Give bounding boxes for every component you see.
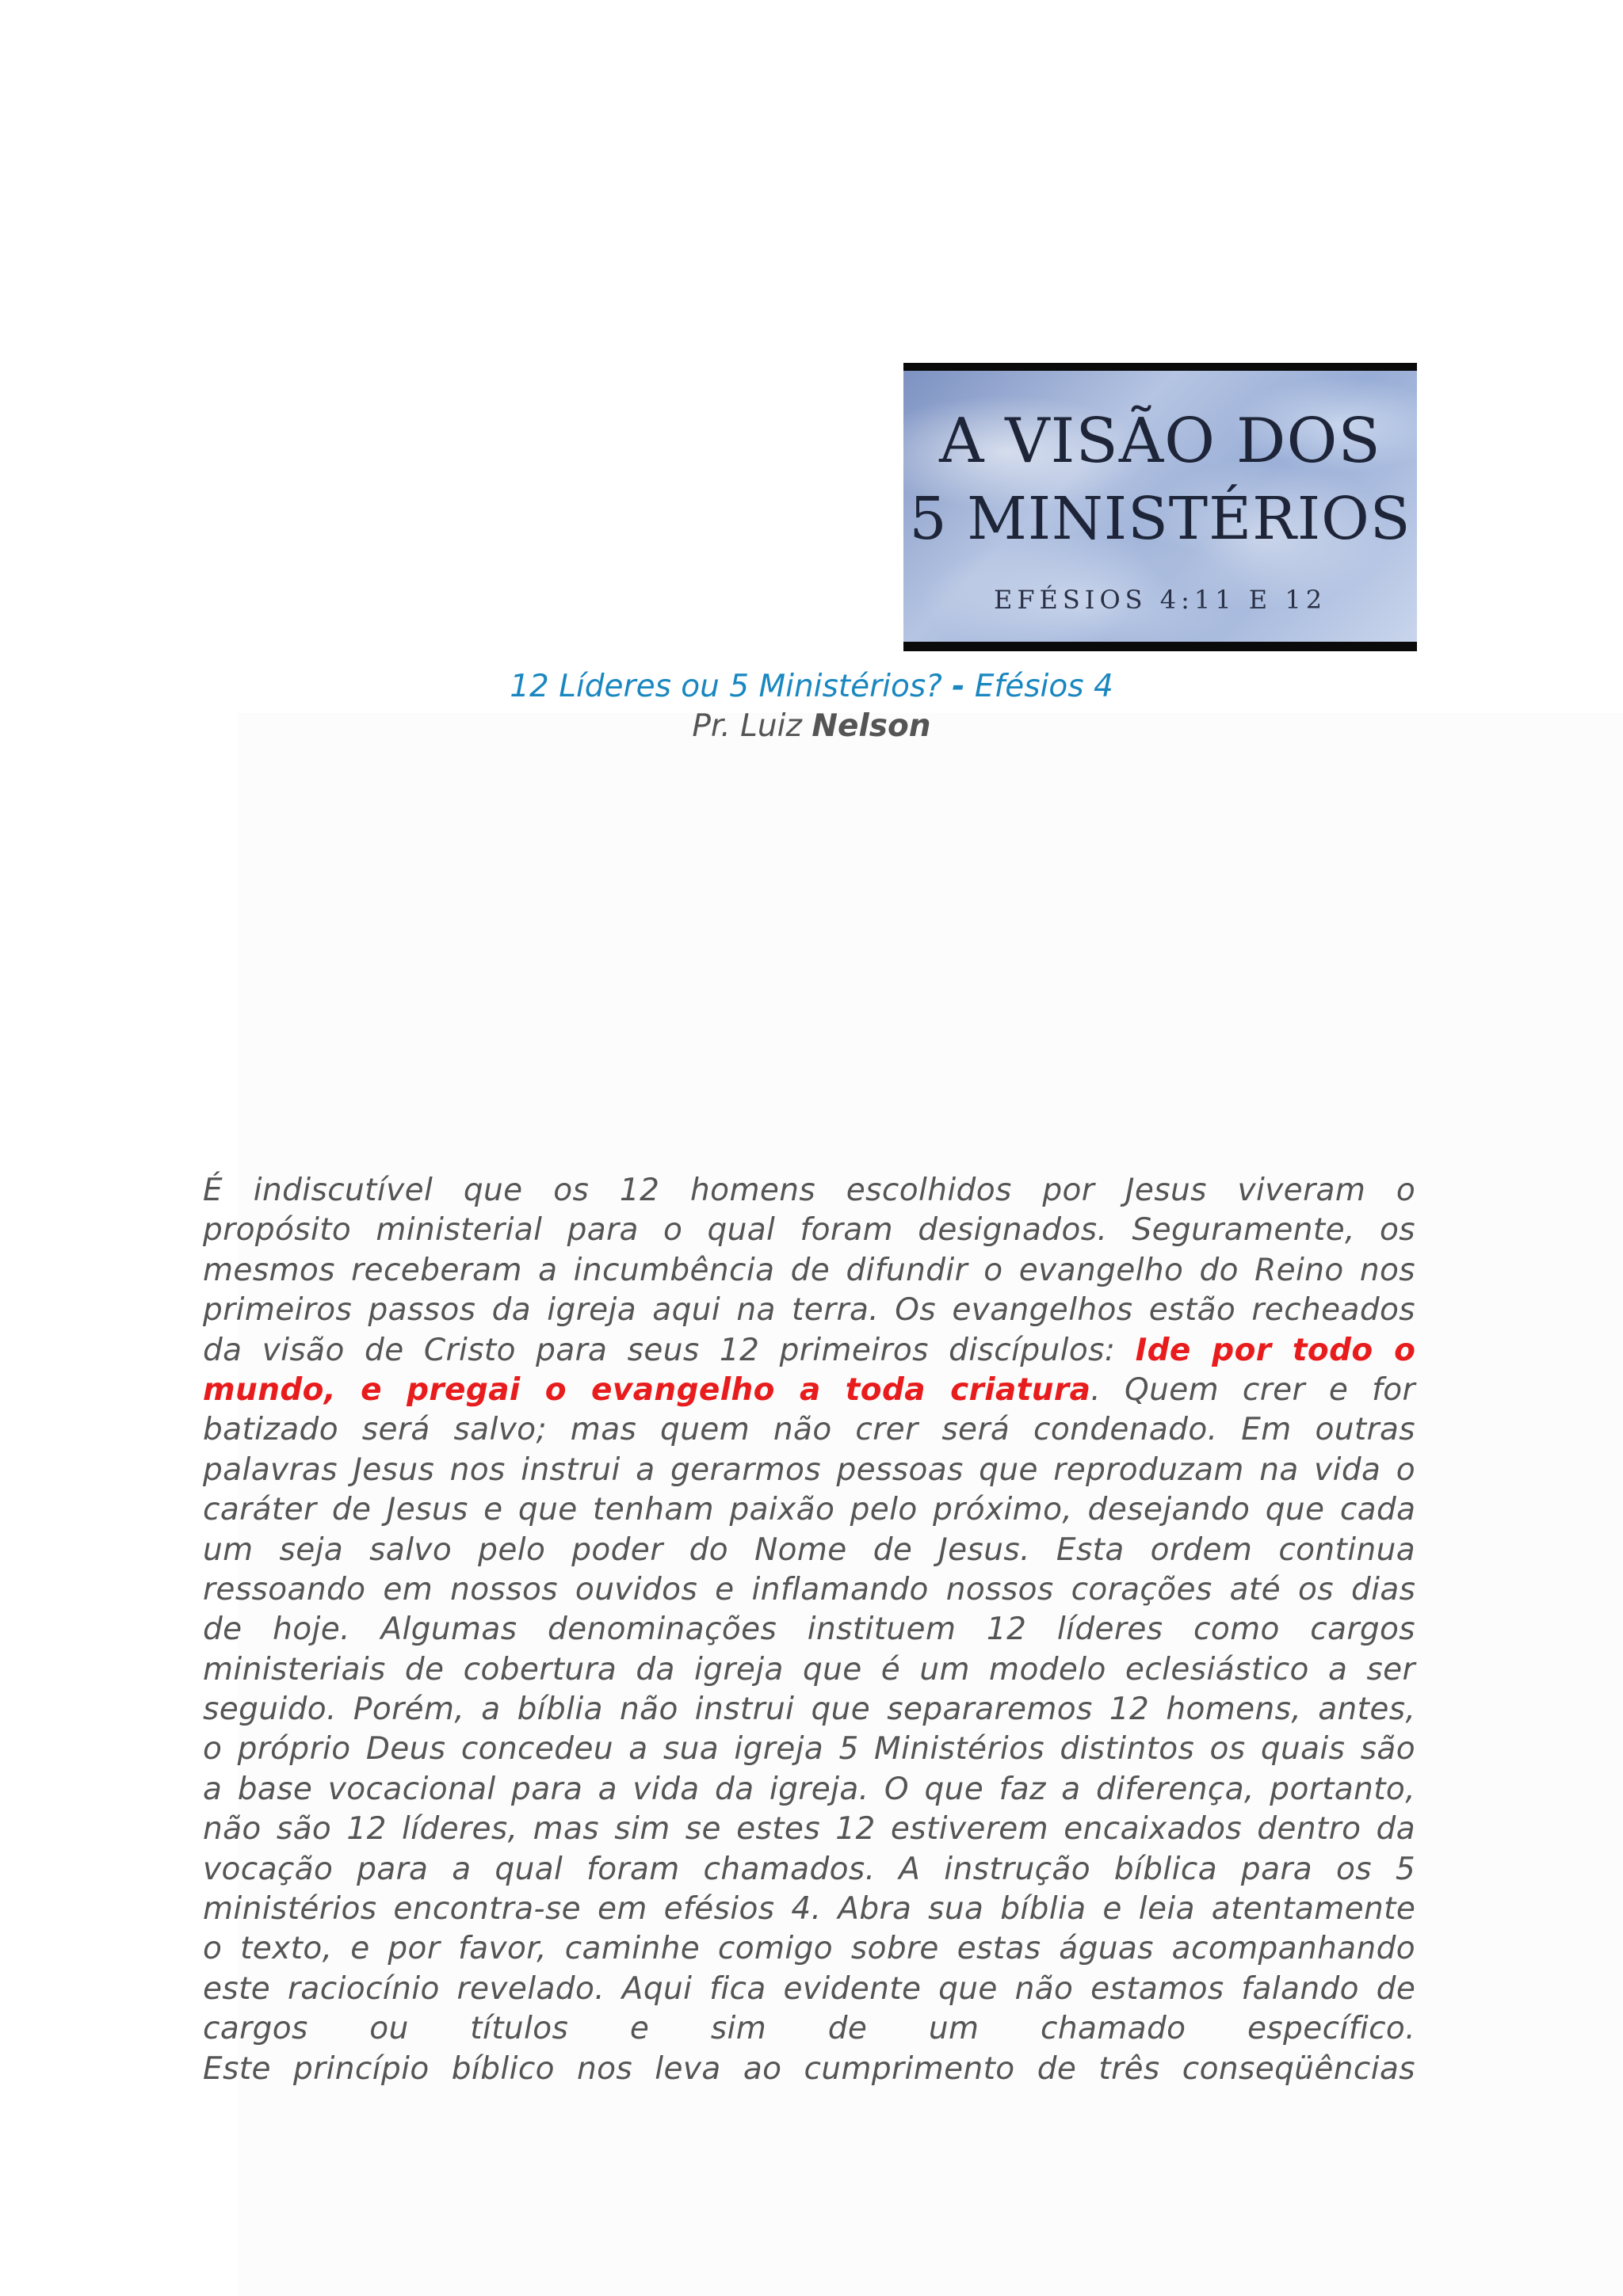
- body-text-fragment: . Quem crer e for: [1090, 1371, 1415, 1408]
- body-line: o texto, e por favor, caminhe comigo sobre estas águas acompanhando: [203, 1931, 1415, 1967]
- body-line: a base vocacional para a vida da igreja. O que faz a diferença, portanto,: [203, 1771, 1415, 1807]
- body-line: ressoando em nossos ouvidos e inflamando nossos corações até os dias: [203, 1571, 1416, 1608]
- body-line: caráter de Jesus e que tenham paixão pelo próximo, desejando que cada: [203, 1492, 1416, 1528]
- body-line: ministérios encontra-se em efésios 4. Abra sua bíblia e leia atentamente: [203, 1891, 1416, 1928]
- body-line: mesmos receberam a incumbência de difundir o evangelho do Reino nos: [203, 1252, 1415, 1288]
- body-line: o próprio Deus concedeu a sua igreja 5 Ministérios distintos os quais são: [203, 1731, 1415, 1768]
- body-line: É indiscutível que os 12 homens escolhidos por Jesus viveram o: [203, 1173, 1416, 1208]
- body-line: de hoje. Algumas denominações instituem 12 líderes como cargos: [203, 1611, 1415, 1648]
- banner-title-line1: A VISÃO DOS: [939, 406, 1381, 477]
- scripture-emphasis: Ide por todo o: [1135, 1332, 1416, 1368]
- body-line: Este princípio bíblico nos leva ao cumprimento de três conseqüências: [203, 2050, 1415, 2087]
- body-line: seguido. Porém, a bíblia não instrui que separaremos 12 homens, antes,: [203, 1691, 1416, 1728]
- body-line: [203, 1331, 1415, 1371]
- body-line: um seja salvo pelo poder do Nome de Jesus. Esta ordem continua: [203, 1531, 1415, 1568]
- article-title-text: 12 Líderes ou 5 Ministérios?: [510, 669, 942, 704]
- banner-title-line2: 5 MINISTÉRIOS: [909, 485, 1411, 553]
- author-prefix: Pr. Luiz: [692, 708, 802, 744]
- body-line: batizado será salvo; mas quem não crer será condenado. Em outras: [203, 1412, 1415, 1448]
- body-line: palavras Jesus nos instrui a gerarmos pessoas que reproduzam na vida o: [203, 1451, 1415, 1488]
- body-line: ministeriais de cobertura da igreja que é um modelo eclesiástico a ser: [203, 1651, 1415, 1688]
- scripture-emphasis: mundo, e pregai o evangelho a toda criatura: [203, 1371, 1091, 1408]
- body-line: propósito ministerial para o qual foram designados. Seguramente, os: [203, 1212, 1415, 1249]
- title-separator: -: [952, 669, 965, 704]
- banner-image: [903, 363, 1417, 651]
- banner-sky-background: [903, 371, 1417, 642]
- body-line: [203, 1371, 1415, 1410]
- article-subtitle: Efésios 4: [974, 669, 1113, 704]
- banner-reference: EFÉSIOS 4:11 E 12: [993, 585, 1327, 615]
- body-line: não são 12 líderes, mas sim se estes 12 estiverem encaixados dentro da: [203, 1811, 1415, 1848]
- body-line: este raciocínio revelado. Aqui fica evidente que não estamos falando de: [203, 1970, 1416, 2007]
- body-line: primeiros passos da igreja aqui na terra. Os evangelhos estão recheados: [203, 1292, 1415, 1329]
- article-title: [0, 668, 1623, 706]
- author-line: [0, 707, 1623, 746]
- body-line: cargos ou títulos e sim de um chamado específico.: [203, 2011, 1415, 2047]
- body-text-fragment: da visão de Cristo para seus 12 primeiros discípulos:: [203, 1332, 1116, 1368]
- article-body: [203, 1171, 1415, 2089]
- author-surname: Nelson: [812, 708, 931, 744]
- body-line: vocação para a qual foram chamados. A instrução bíblica para os 5: [203, 1851, 1416, 1887]
